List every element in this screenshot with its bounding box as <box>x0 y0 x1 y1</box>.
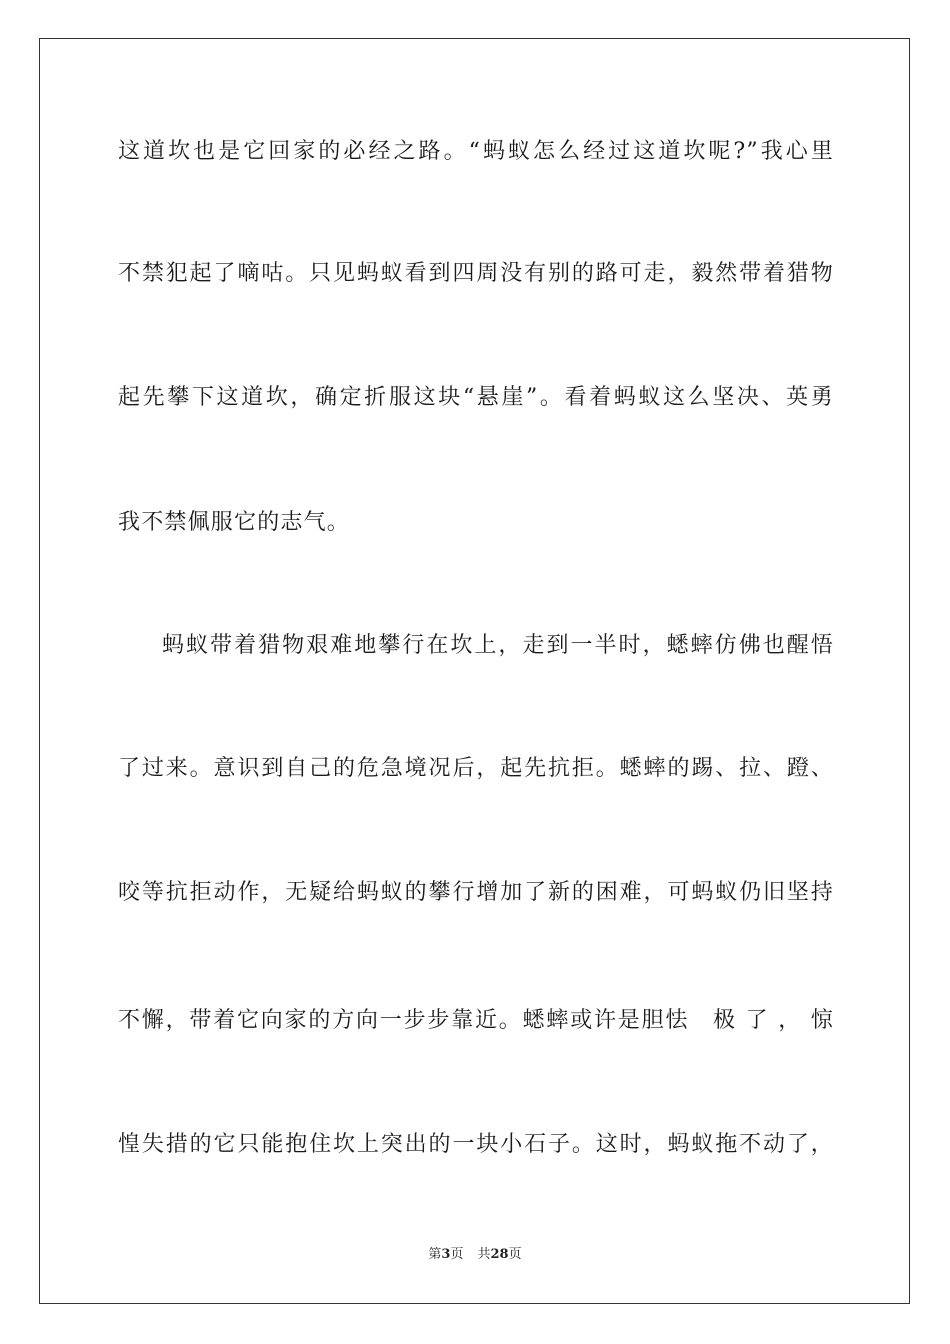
page-border <box>39 38 910 1304</box>
page-footer <box>0 1246 950 1264</box>
text-line-8: 不懈，带着它向家的方向一步步靠近。蟋蟀或许是胆怯 极 了 ， 惊 <box>118 1008 834 1033</box>
text-line-7: 咬等抗拒动作，无疑给蚂蚁的攀行增加了新的困难，可蚂蚁仍旧坚持 <box>118 880 834 905</box>
text-line-9: 惶失措的它只能抱住坎上突出的一块小石子。这时，蚂蚁拖不动了， <box>118 1132 834 1157</box>
text-line-6: 了过来。意识到自己的危急境况后，起先抗拒。蟋蟀的踢、拉、蹬、 <box>118 756 834 781</box>
page-suffix: 页 <box>450 1247 464 1262</box>
total-prefix: 共 <box>477 1247 491 1262</box>
page-number: 3 <box>441 1247 451 1262</box>
text-line-2: 不禁犯起了嘀咕。只见蚂蚁看到四周没有别的路可走，毅然带着猎物 <box>118 261 834 286</box>
text-line-1: 这道坎也是它回家的必经之路。“蚂蚁怎么经过这道坎呢?”我心里 <box>118 139 834 164</box>
total-pages: 28 <box>490 1247 509 1262</box>
text-line-5: 蚂蚁带着猎物艰难地攀行在坎上，走到一半时，蟋蟀仿佛也醒悟 <box>162 633 834 658</box>
page-prefix: 第 <box>428 1247 442 1262</box>
text-line-4: 我不禁佩服它的志气。 <box>118 510 351 535</box>
total-suffix: 页 <box>508 1247 522 1262</box>
text-line-3: 起先攀下这道坎，确定折服这块“悬崖”。看着蚂蚁这么坚决、英勇 <box>118 385 834 410</box>
